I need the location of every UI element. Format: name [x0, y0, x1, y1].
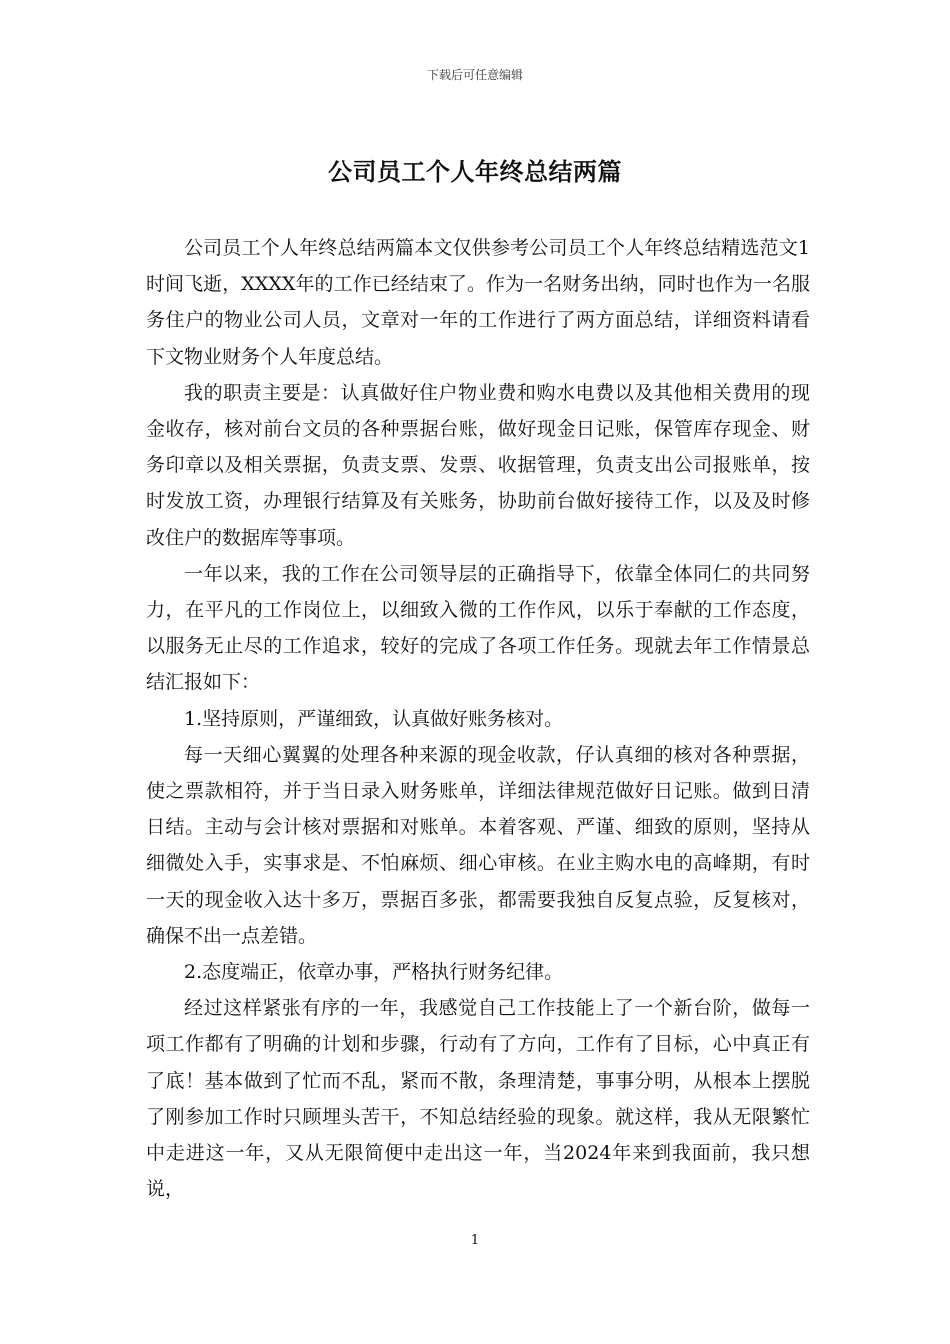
paragraph-year-review: 一年以来，我的工作在公司领导层的正确指导下，依靠全体同仁的共同努力，在平凡的工作岗位上，以细致入微的工作作风，以乐于奉献的工作态度，以服务无止尽的工作追求，较好的完成了各项工作任务。现就去年工作情景总结汇报如下： [146, 562, 810, 694]
document-title: 公司员工个人年终总结两篇 [328, 157, 622, 186]
paragraph-intro: 公司员工个人年终总结两篇本文仅供参考公司员工个人年终总结精选范文1时间飞逝，XXXX年的工作已经结束了。作为一名财务出纳，同时也作为一名服务住户的物业公司人员，文章对一年的工作进行了两方面总结，详细资料请看下文物业财务个人年度总结。 [146, 237, 810, 368]
page-number: 1 [470, 1233, 480, 1248]
header-note: 下载后可任意编辑 [426, 68, 523, 82]
paragraph-section-1: 每一天细心翼翼的处理各种来源的现金收款，仔认真细的核对各种票据，使之票款相符，并于当日录入财务账单，详细法律规范做好日记账。做到日清日结。主动与会计核对票据和对账单。本着客观、严谨、细致的原则，坚持从细微处入手，实事求是、不怕麻烦、细心审核。在业主购水电的高峰期，有时一天的现金收入达十多万，票据百多张，都需要我独自反复点验，反复核对，确保不出一点差错。 [146, 743, 810, 947]
paragraph-duties: 我的职责主要是：认真做好住户物业费和购水电费以及其他相关费用的现金收存，核对前台文员的各种票据台账，做好现金日记账，保管库存现金、财务印章以及相关票据，负责支票、发票、收据管理，负责支出公司报账单，按时发放工资，办理银行结算及有关账务，协助前台做好接待工作，以及及时修改住户的数据库等事项。 [146, 381, 810, 549]
section-heading-2: 2.态度端正，依章办事，严格执行财务纪律。 [184, 961, 564, 984]
document-body [146, 230, 810, 1207]
section-heading-1: 1.坚持原则，严谨细致，认真做好账务核对。 [184, 707, 564, 730]
paragraph-section-2: 经过这样紧张有序的一年，我感觉自己工作技能上了一个新台阶，做每一项工作都有了明确的计划和步骤，行动有了方向，工作有了目标，心中真正有了底！基本做到了忙而不乱，紧而不散，条理清楚，事事分明，从根本上摆脱了刚参加工作时只顾埋头苦干，不知总结经验的现象。就这样，我从无限繁忙中走进这一年，又从无限简便中走出这一年，当2024年来到我面前，我只想说， [146, 997, 810, 1201]
